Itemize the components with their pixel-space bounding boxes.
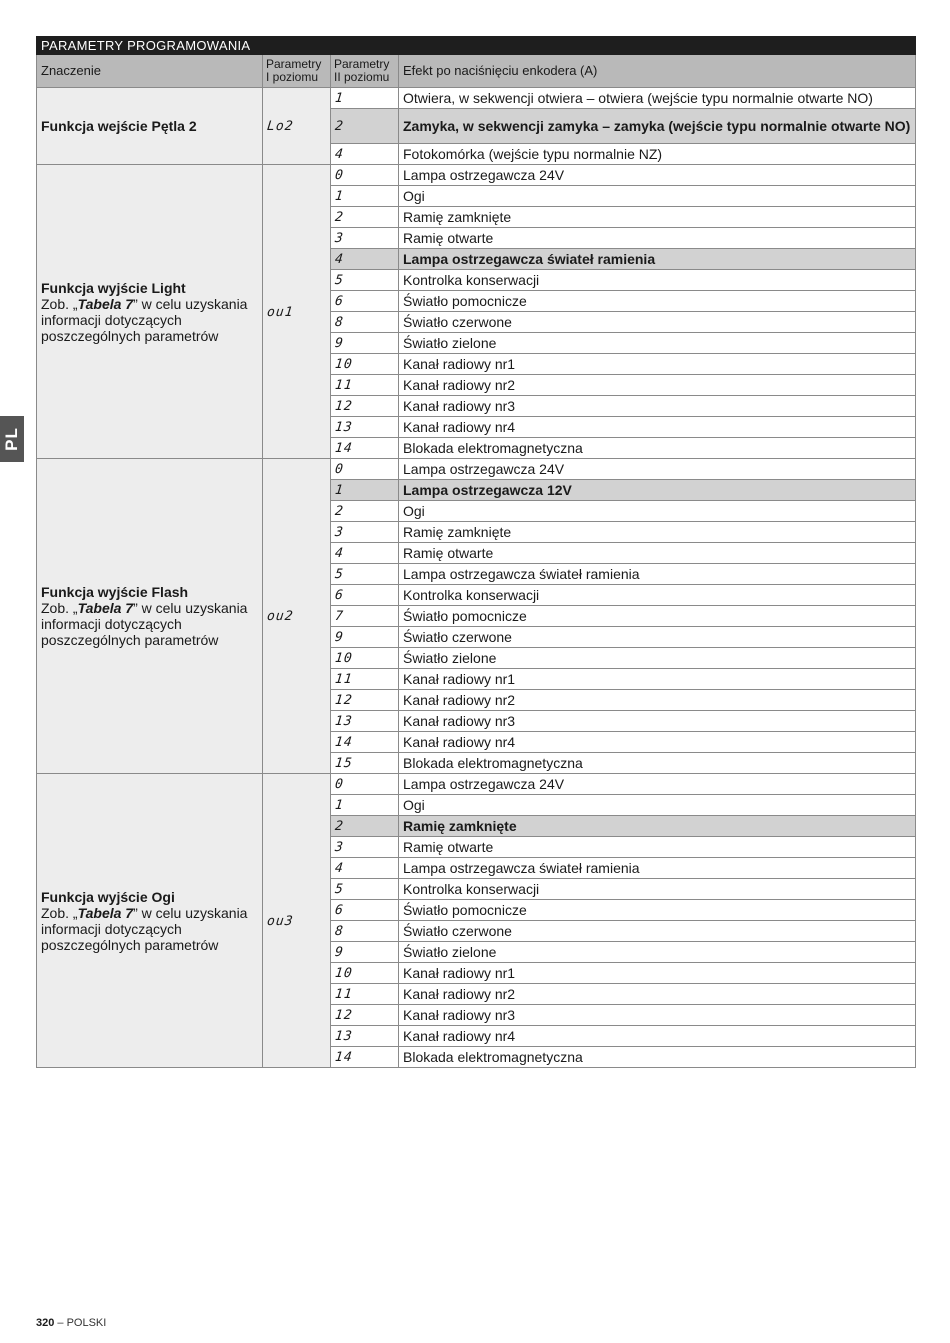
effect-text: Ogi [399, 501, 916, 522]
group-title: Funkcja wejście Pętla 2 [41, 118, 197, 134]
level2-value-cell [331, 837, 399, 858]
level2-value: 14 [334, 735, 354, 750]
group-note [41, 296, 258, 344]
level2-value-cell [331, 627, 399, 648]
effect-text: Kontrolka konserwacji [399, 879, 916, 900]
level2-value: 1 [334, 483, 345, 498]
note-suffix: ” w celu uzyskania informacji dotyczących poszczególnych parametrów [41, 295, 248, 344]
level2-value: 2 [334, 119, 345, 134]
effect-text: Ramię otwarte [399, 543, 916, 564]
level2-value-cell [331, 480, 399, 501]
header-level1-line1: Parametry [266, 57, 322, 71]
level2-value-cell [331, 270, 399, 291]
level2-value-cell [331, 207, 399, 228]
note-prefix: Zob. „ [41, 295, 78, 312]
note-suffix: ” w celu uzyskania informacji dotyczących poszczególnych parametrów [41, 904, 248, 953]
effect-text: Ogi [399, 186, 916, 207]
header-level1 [263, 55, 331, 88]
level2-value-cell [331, 669, 399, 690]
level2-value: 10 [334, 651, 354, 666]
group-title: Funkcja wyjście Light [41, 279, 186, 296]
group-title: Funkcja wyjście Ogi [41, 888, 175, 905]
effect-text: Ramię otwarte [399, 228, 916, 249]
effect-text: Światło zielone [399, 333, 916, 354]
level2-value: 3 [334, 840, 345, 855]
level2-value-cell [331, 564, 399, 585]
level2-value-cell [331, 543, 399, 564]
level2-value: 15 [334, 756, 354, 771]
effect-text: Kanał radiowy nr4 [399, 1026, 916, 1047]
level2-value-cell [331, 795, 399, 816]
level2-value: 6 [334, 903, 345, 918]
table-row [37, 165, 916, 186]
level2-value-cell [331, 1005, 399, 1026]
level2-value: 9 [334, 945, 345, 960]
effect-text: Światło zielone [399, 648, 916, 669]
group-note [41, 600, 258, 648]
level2-value-cell [331, 186, 399, 207]
effect-text: Światło pomocnicze [399, 291, 916, 312]
effect-text: Kanał radiowy nr3 [399, 711, 916, 732]
effect-text: Światło pomocnicze [399, 900, 916, 921]
effect-text: Światło pomocnicze [399, 606, 916, 627]
level2-value: 13 [334, 420, 354, 435]
language-tab-label: PL [1, 427, 21, 451]
level2-value-cell [331, 417, 399, 438]
level2-value-cell [331, 501, 399, 522]
note-table-ref: Tabela 7 [77, 295, 134, 312]
effect-text: Kanał radiowy nr1 [399, 669, 916, 690]
level2-value-cell [331, 816, 399, 837]
level2-value: 12 [334, 693, 354, 708]
level2-value: 11 [334, 378, 354, 393]
group-meaning-cell [37, 165, 263, 459]
effect-text: Lampa ostrzegawcza 12V [399, 480, 916, 501]
level2-value-cell [331, 228, 399, 249]
level2-value: 14 [334, 1050, 354, 1065]
effect-text: Światło zielone [399, 942, 916, 963]
effect-text: Kanał radiowy nr3 [399, 1005, 916, 1026]
level2-value-cell [331, 879, 399, 900]
effect-text: Blokada elektromagnetyczna [399, 438, 916, 459]
level2-value: 11 [334, 672, 354, 687]
header-level1-line2: I poziomu [266, 70, 319, 84]
effect-text: Kanał radiowy nr1 [399, 354, 916, 375]
level1-param-code: Lo2 [266, 119, 295, 134]
level2-value: 1 [334, 189, 345, 204]
level2-value: 0 [334, 777, 345, 792]
effect-text: Otwiera, w sekwencji otwiera – otwiera (wejście typu normalnie otwarte NO) [399, 88, 916, 109]
level2-value: 1 [334, 91, 345, 106]
level2-value-cell [331, 585, 399, 606]
effect-text: Światło czerwone [399, 921, 916, 942]
effect-text: Ramię otwarte [399, 837, 916, 858]
level2-value: 2 [334, 819, 345, 834]
level2-value: 8 [334, 924, 345, 939]
level2-value: 11 [334, 987, 354, 1002]
group-title: Funkcja wyjście Flash [41, 584, 189, 600]
level2-value-cell [331, 900, 399, 921]
level2-value: 2 [334, 504, 345, 519]
level2-value: 10 [334, 966, 354, 981]
level2-value: 0 [334, 462, 345, 477]
header-level2-line1: Parametry [334, 57, 390, 71]
level2-value-cell [331, 732, 399, 753]
effect-text: Kontrolka konserwacji [399, 585, 916, 606]
level2-value: 9 [334, 336, 345, 351]
level2-value-cell [331, 354, 399, 375]
level2-value-cell [331, 144, 399, 165]
effect-text: Blokada elektromagnetyczna [399, 753, 916, 774]
effect-text: Kanał radiowy nr4 [399, 732, 916, 753]
group-note [41, 905, 258, 953]
level1-param-code: ou2 [266, 609, 295, 624]
note-table-ref: Tabela 7 [77, 600, 134, 616]
effect-text: Kanał radiowy nr1 [399, 963, 916, 984]
effect-text: Światło czerwone [399, 312, 916, 333]
effect-text: Blokada elektromagnetyczna [399, 1047, 916, 1068]
note-prefix: Zob. „ [41, 600, 78, 616]
level2-value-cell [331, 375, 399, 396]
level2-value: 8 [334, 315, 345, 330]
effect-text: Fotokomórka (wejście typu normalnie NZ) [399, 144, 916, 165]
parameters-table [36, 36, 916, 1068]
table-row [37, 774, 916, 795]
note-prefix: Zob. „ [41, 904, 78, 921]
level2-value-cell [331, 690, 399, 711]
effect-text: Ramię zamknięte [399, 816, 916, 837]
effect-text: Zamyka, w sekwencji zamyka – zamyka (wejście typu normalnie otwarte NO) [399, 109, 916, 144]
footer-language: – POLSKI [54, 1317, 107, 1329]
level2-value-cell [331, 291, 399, 312]
level1-param-cell [263, 459, 331, 774]
table-body [37, 88, 916, 1068]
level2-value-cell [331, 606, 399, 627]
effect-text: Lampa ostrzegawcza świateł ramienia [399, 858, 916, 879]
language-tab [0, 416, 24, 462]
level2-value-cell [331, 396, 399, 417]
level2-value-cell [331, 858, 399, 879]
level2-value-cell [331, 648, 399, 669]
level1-param-code: ou1 [266, 304, 295, 320]
level2-value: 2 [334, 210, 345, 225]
effect-text: Kanał radiowy nr2 [399, 690, 916, 711]
level2-value: 9 [334, 630, 345, 645]
level2-value-cell [331, 921, 399, 942]
level2-value-cell [331, 459, 399, 480]
effect-text: Kanał radiowy nr2 [399, 984, 916, 1005]
level2-value: 13 [334, 1029, 354, 1044]
level2-value-cell [331, 711, 399, 732]
level2-value: 6 [334, 294, 345, 309]
effect-text: Kanał radiowy nr4 [399, 417, 916, 438]
level2-value: 4 [334, 252, 345, 267]
table-title: PARAMETRY PROGRAMOWANIA [37, 37, 916, 55]
effect-text: Kontrolka konserwacji [399, 270, 916, 291]
level2-value-cell [331, 165, 399, 186]
level2-value-cell [331, 522, 399, 543]
level2-value: 13 [334, 714, 354, 729]
effect-text: Lampa ostrzegawcza świateł ramienia [399, 564, 916, 585]
level2-value: 5 [334, 273, 345, 288]
note-suffix: ” w celu uzyskania informacji dotyczących poszczególnych parametrów [41, 600, 248, 648]
group-meaning-cell [37, 459, 263, 774]
header-level2-line2: II poziomu [334, 70, 390, 84]
level2-value: 10 [334, 357, 354, 372]
effect-text: Lampa ostrzegawcza 24V [399, 165, 916, 186]
level2-value-cell [331, 774, 399, 795]
effect-text: Światło czerwone [399, 627, 916, 648]
level2-value-cell [331, 984, 399, 1005]
level2-value: 4 [334, 861, 345, 876]
table-row [37, 88, 916, 109]
header-meaning: Znaczenie [37, 55, 263, 88]
effect-text: Ogi [399, 795, 916, 816]
level2-value-cell [331, 438, 399, 459]
level2-value: 3 [334, 525, 345, 540]
level2-value: 12 [334, 1008, 354, 1023]
level2-value-cell [331, 1047, 399, 1068]
level2-value: 14 [334, 441, 354, 456]
page-footer [36, 1317, 106, 1329]
level2-value: 4 [334, 147, 345, 162]
effect-text: Kanał radiowy nr3 [399, 396, 916, 417]
level2-value: 5 [334, 882, 345, 897]
page-number: 320 [36, 1317, 55, 1329]
level2-value-cell [331, 963, 399, 984]
group-meaning-cell [37, 88, 263, 165]
effect-text: Kanał radiowy nr2 [399, 375, 916, 396]
effect-text: Lampa ostrzegawcza 24V [399, 459, 916, 480]
level2-value: 5 [334, 567, 345, 582]
level2-value-cell [331, 312, 399, 333]
header-level2 [331, 55, 399, 88]
level2-value: 12 [334, 399, 354, 414]
level2-value-cell [331, 109, 399, 144]
level2-value: 1 [334, 798, 345, 813]
level2-value-cell [331, 88, 399, 109]
effect-text: Ramię zamknięte [399, 207, 916, 228]
level1-param-code: ou3 [266, 913, 295, 929]
level2-value-cell [331, 753, 399, 774]
effect-text: Ramię zamknięte [399, 522, 916, 543]
level1-param-cell [263, 774, 331, 1068]
effect-text: Lampa ostrzegawcza świateł ramienia [399, 249, 916, 270]
level2-value: 3 [334, 231, 345, 246]
group-meaning-cell [37, 774, 263, 1068]
header-effect: Efekt po naciśnięciu enkodera (A) [399, 55, 916, 88]
effect-text: Lampa ostrzegawcza 24V [399, 774, 916, 795]
table-row [37, 459, 916, 480]
level2-value: 6 [334, 588, 345, 603]
level2-value-cell [331, 249, 399, 270]
level1-param-cell [263, 88, 331, 165]
level2-value-cell [331, 942, 399, 963]
level1-param-cell [263, 165, 331, 459]
note-table-ref: Tabela 7 [77, 904, 134, 921]
level2-value: 0 [334, 168, 345, 183]
level2-value: 4 [334, 546, 345, 561]
level2-value: 7 [334, 609, 345, 624]
level2-value-cell [331, 1026, 399, 1047]
level2-value-cell [331, 333, 399, 354]
